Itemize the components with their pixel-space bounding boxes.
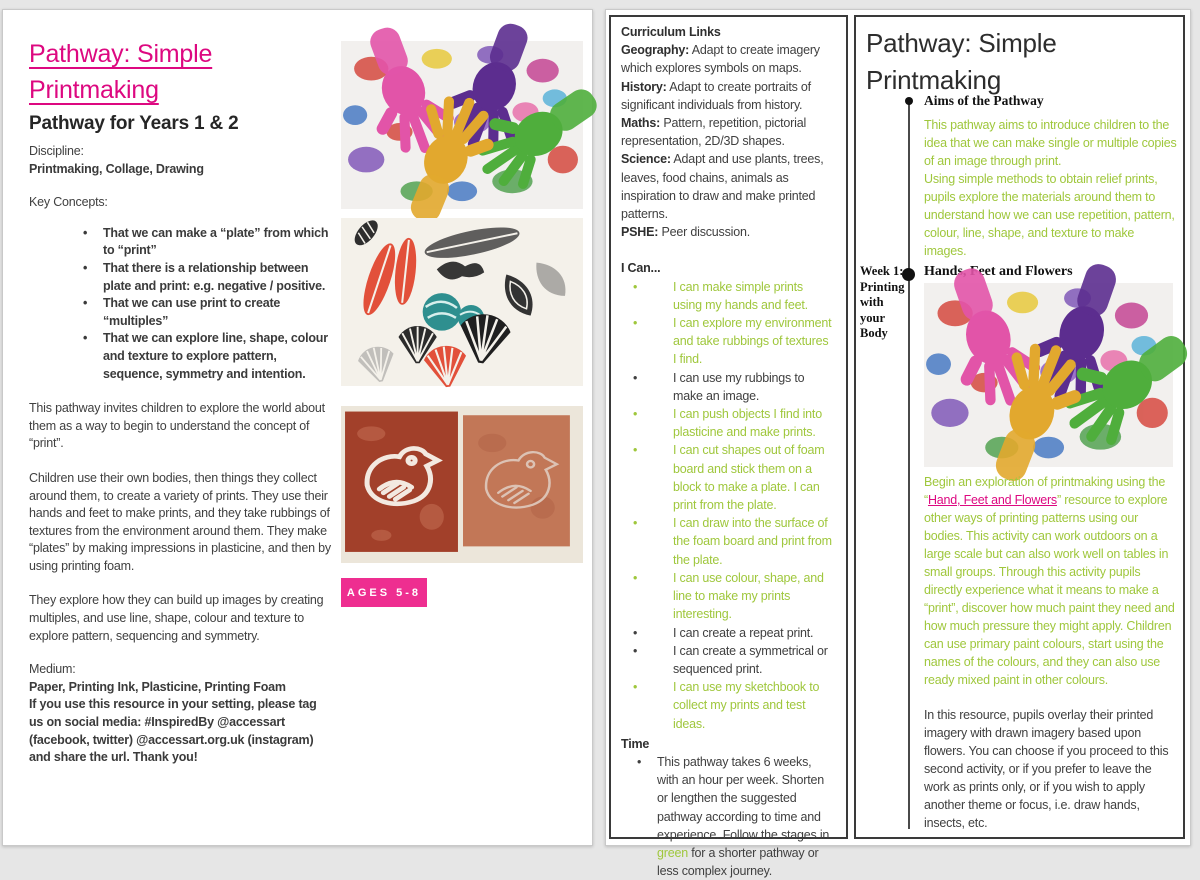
i-can-item: • I can cut shapes out of foam board and stick them on a block to make a plate. I can print from the plate. — [621, 441, 834, 514]
bird-relief-prints-photo — [341, 406, 583, 563]
week1-heading: Hands, Feet and Flowers — [924, 264, 1073, 279]
key-concepts-list — [29, 225, 331, 383]
subject-text: Peer discussion. — [661, 225, 750, 240]
i-can-item: • I can use my rubbings to make an image. — [621, 369, 834, 405]
curriculum-link — [621, 114, 834, 150]
ages-badge: AGES 5-8 — [341, 578, 427, 607]
i-can-item: • I can push objects I find into plasticine and make prints. — [621, 405, 834, 441]
medium-value: Paper, Printing Ink, Plasticine, Printing Foam — [29, 679, 286, 694]
subject-text: Adapt to create portraits of significant individuals from history. — [621, 79, 811, 112]
key-concept-item: • That we can use print to create “multiples” — [29, 295, 331, 330]
i-can-item: • I can create a repeat print. — [621, 624, 834, 642]
feather-shell-prints-photo — [341, 218, 583, 386]
week1-text-before: Begin an exploration of printmaking using the “ — [924, 475, 1166, 507]
aims-paragraph: This pathway aims to introduce children to the idea that we can make single or multiple copies of an image through print. — [924, 118, 1177, 168]
time-text-after: for a shorter pathway or less complex journey. — [657, 845, 819, 879]
subject-label: PSHE: — [621, 225, 659, 240]
curriculum-link — [621, 78, 834, 114]
paragraph: They explore how they can build up images by creating multiples, and use line, shape, colour and texture to explore pattern, sequencing and symmetry. — [29, 593, 324, 643]
time-green-word: green — [657, 845, 688, 860]
aims-heading: Aims of the Pathway — [924, 93, 1044, 108]
i-can-item: • I can draw into the surface of the foam board and print from the plate. — [621, 514, 834, 569]
painted-hands-photo-week1 — [924, 283, 1173, 467]
key-concept-item: • That we can explore line, shape, colour and texture to explore pattern, sequence, symmetry and intention. — [29, 330, 331, 383]
time-item — [621, 753, 834, 880]
paragraph: Children use their own bodies, then things they collect around them, to create a variety of prints. They use their hands and feet to make prints, and they take rubbings of textures from the environment around them. They make “plates” by making impressions in plasticine, and then by using printing foam. — [29, 470, 331, 573]
pathway-overview-box — [854, 15, 1185, 839]
social-tag-text: If you use this resource in your setting, please tag us on social media: #InspiredBy @accessart (facebook, twitter) @accessart.org.uk (instagram) and share the url. Thank you! — [29, 697, 317, 765]
page-2 — [605, 9, 1191, 879]
timeline-dot-aims — [905, 97, 913, 105]
subject-text: Adapt and use plants, trees, leaves, food chains, animals as inspiration to draw and make printed patterns. — [621, 152, 824, 222]
time-text: This pathway takes 6 weeks, with an hour per week. Shorten or lengthen the suggested pathway according to time and experience. Follow the stages in — [657, 754, 830, 842]
subject-label: Geography: — [621, 43, 690, 58]
discipline-value: Printmaking, Collage, Drawing — [29, 161, 204, 176]
i-can-item: • I can create a symmetrical or sequenced print. — [621, 642, 834, 678]
subject-text: Pattern, repetition, pictorial representation, 2D/3D shapes. — [621, 116, 807, 149]
subject-label: Science: — [621, 152, 671, 167]
i-can-item: • I can use my sketchbook to collect my prints and test ideas. — [621, 678, 834, 733]
curriculum-link — [621, 41, 834, 77]
time-title: Time — [621, 736, 650, 751]
aims-text — [924, 116, 1178, 260]
curriculum-link — [621, 150, 834, 223]
aims-paragraph: Using simple methods to obtain relief prints, pupils explore the materials around them to understand how we can use repetition, pattern, colour, line, shape, and texture to make images. — [924, 172, 1175, 258]
pathway-years-subtitle: Pathway for Years 1 & 2 — [29, 113, 239, 134]
key-concept-item: • That we can make a “plate” from which to “print” — [29, 225, 331, 260]
i-can-list — [621, 278, 834, 733]
i-can-title: I Can... — [621, 261, 661, 276]
page1-text-column — [29, 36, 331, 767]
hand-feet-flowers-link[interactable]: Hand, Feet and Flowers — [927, 493, 1057, 507]
week1-paragraph-2: In this resource, pupils overlay their printed imagery with drawn imagery based upon flowers. You can choose if you proceed to this second activity, or if you prefer to leave the work as prints only, or if you wish to apply another theme or focus, i.e. draw hands, insects, etc. — [924, 708, 1169, 830]
pathway-title: Pathway: Simple Printmaking — [29, 40, 213, 104]
i-can-item: • I can use colour, shape, and line to make my prints interesting. — [621, 569, 834, 624]
intro-paragraphs — [29, 400, 331, 645]
medium-label: Medium: — [29, 662, 76, 677]
week1-text-after: ” resource to explore other ways of printing patterns using our bodies. This activity can work outdoors on a large scale but can also work well on tables in small groups. Through this activity pupils directly experience what it means to make a “print”, discover how much paint they need and how much pressure they might apply. Children can use primary paint colours, start using the names of the colours, and they can also use ready mixed paint in other colours. — [924, 493, 1175, 687]
key-concept-item: • That there is a relationship between plate and print: e.g. negative / positive. — [29, 260, 331, 295]
curriculum-links-list — [621, 41, 834, 241]
subject-label: Maths: — [621, 116, 661, 131]
subject-text: Adapt to create imagery which explores symbols on maps. — [621, 43, 820, 76]
paragraph: This pathway invites children to explore the world about them as a way to begin to understand the concept of “print”. — [29, 401, 325, 451]
curriculum-link — [621, 223, 834, 241]
curriculum-links-title: Curriculum Links — [621, 25, 721, 39]
i-can-item: • I can make simple prints using my hands and feet. — [621, 278, 834, 314]
discipline-label: Discipline: — [29, 144, 84, 158]
week1-label: Week 1: Printing with your Body — [860, 264, 905, 340]
key-concepts-label: Key Concepts: — [29, 195, 108, 210]
timeline-line — [908, 101, 910, 829]
i-can-item: • I can explore my environment and take rubbings of textures I find. — [621, 314, 834, 369]
page-1 — [2, 9, 593, 846]
time-list — [621, 753, 834, 880]
curriculum-links-box — [609, 15, 848, 879]
painted-hands-photo — [341, 41, 583, 209]
pathway-overview-title: Pathway: Simple Printmaking — [866, 28, 1057, 95]
week1-paragraph-1 — [924, 473, 1178, 689]
subject-label: History: — [621, 79, 667, 94]
week1-text — [924, 473, 1178, 832]
